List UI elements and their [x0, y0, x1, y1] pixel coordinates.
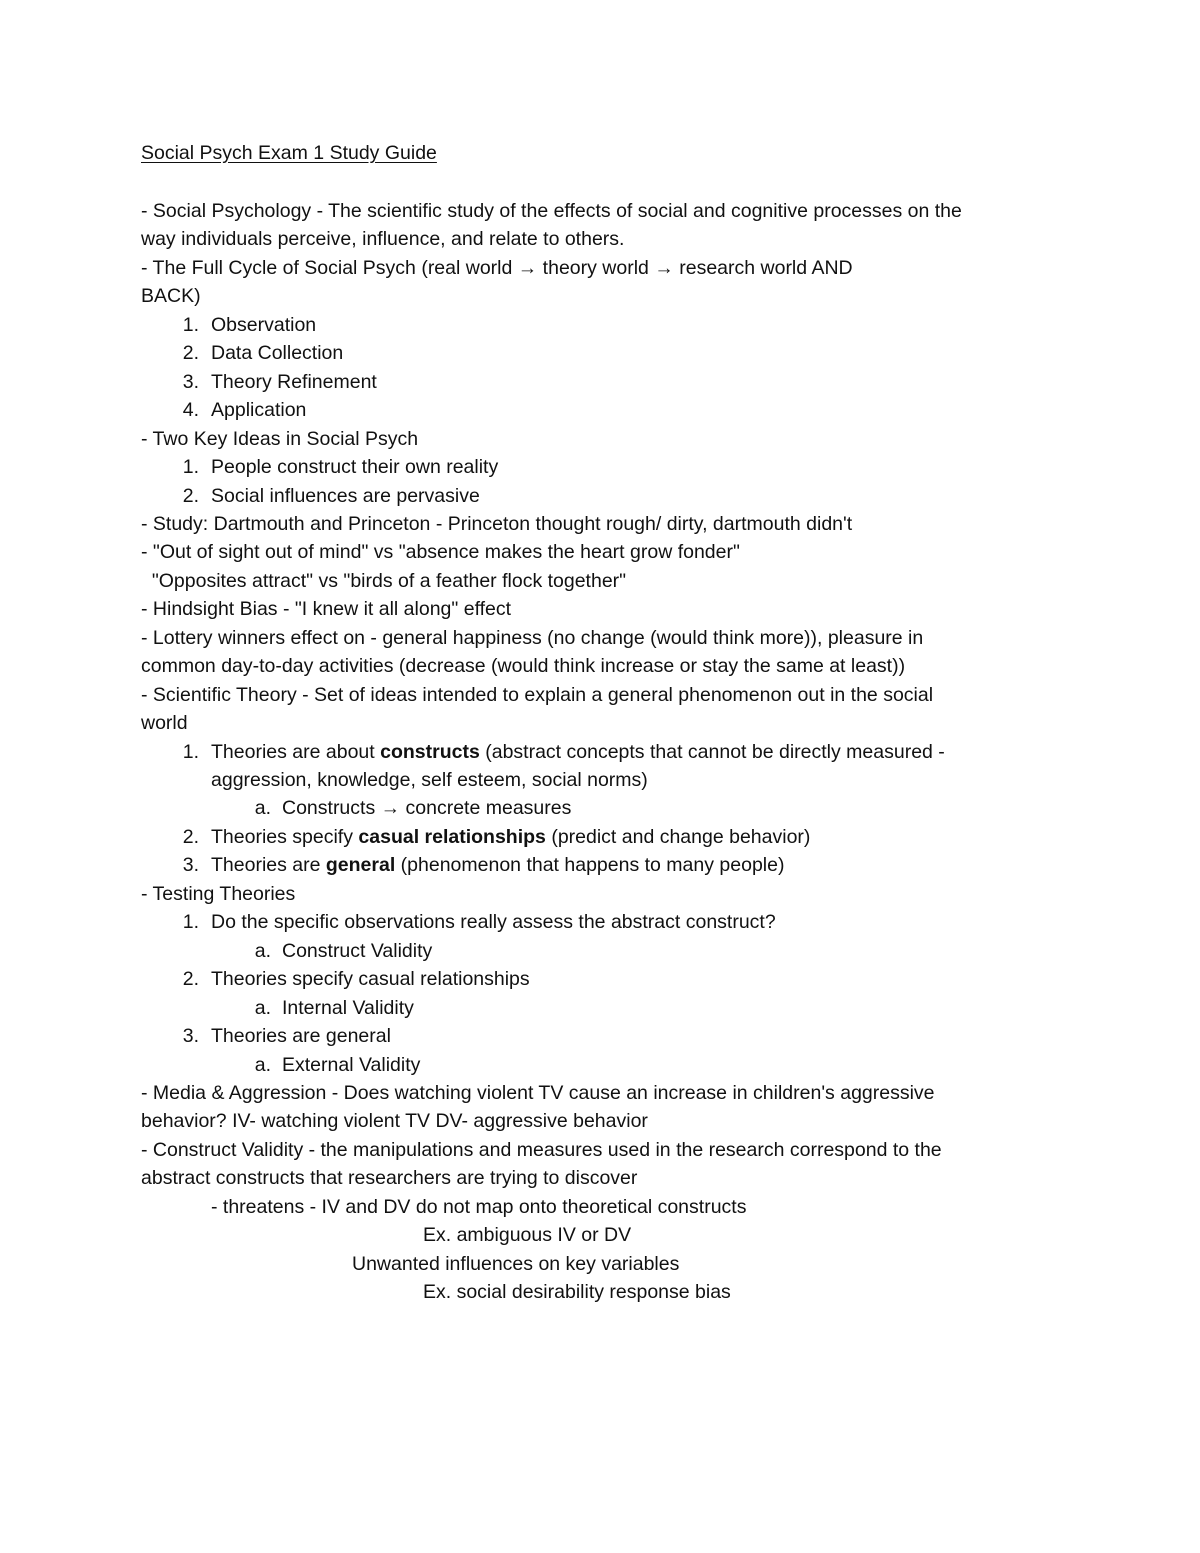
text-line: - Lottery winners effect on - general happiness (no change (would think more)), pleasure in	[141, 626, 924, 649]
bold-term: general	[325, 854, 396, 877]
text-line: - Testing Theories	[141, 882, 296, 905]
text-line: abstract constructs that researchers are trying to discover	[141, 1167, 638, 1190]
list-item-text: Application	[211, 399, 307, 422]
text-line: - Study: Dartmouth and Princeton - Princeton thought rough/ dirty, dartmouth didn't	[141, 512, 853, 535]
list-item-text: Observation	[211, 313, 317, 336]
list-item-text: Data Collection	[211, 342, 344, 365]
list-item-text: Theories specify casual relationships	[211, 968, 530, 991]
list-marker: a.	[254, 996, 271, 1019]
list-marker: 1.	[182, 456, 199, 479]
list-item-text: Constructs → concrete measures	[282, 797, 572, 820]
text-line: common day-to-day activities (decrease (would think increase or stay the same at least))	[141, 655, 906, 678]
indented-line: Ex. ambiguous IV or DV	[423, 1224, 632, 1247]
list-marker: 2.	[182, 968, 199, 991]
indented-line: Ex. social desirability response bias	[423, 1281, 731, 1304]
indented-line: - threatens - IV and DV do not map onto theoretical constructs	[211, 1195, 747, 1218]
list-item-text	[211, 823, 810, 852]
list-item-text: Theories are general	[211, 1025, 391, 1048]
list-item-text: Theory Refinement	[211, 370, 377, 393]
bold-term: casual relationships	[358, 825, 546, 848]
text-line: - The Full Cycle of Social Psych (real world → theory world → research world AND	[141, 256, 853, 279]
list-item-text	[211, 738, 945, 767]
list-marker: 2.	[182, 825, 199, 848]
text-line: - Media & Aggression - Does watching violent TV cause an increase in children's aggressive	[141, 1081, 935, 1104]
list-marker: 1.	[182, 911, 199, 934]
text-line: behavior? IV- watching violent TV DV- aggressive behavior	[141, 1110, 648, 1133]
list-marker: 3.	[182, 1025, 199, 1048]
text-segment: (phenomenon that happens to many people)	[395, 854, 785, 877]
list-marker: a.	[254, 797, 271, 820]
text-segment: (abstract concepts that cannot be directly measured -	[479, 740, 945, 763]
text-segment: Theories are about	[211, 740, 381, 763]
text-line: - "Out of sight out of mind" vs "absence makes the heart grow fonder"	[141, 541, 740, 564]
text-segment: (predict and change behavior)	[545, 825, 811, 848]
text-line: way individuals perceive, influence, and relate to others.	[141, 228, 625, 251]
list-item-text: Internal Validity	[282, 996, 414, 1019]
text-line: - Two Key Ideas in Social Psych	[141, 427, 419, 450]
text-line: BACK)	[141, 285, 201, 308]
list-marker: 1.	[182, 740, 199, 763]
list-item-text: External Validity	[282, 1053, 421, 1076]
list-marker: 1.	[182, 313, 199, 336]
document-title: Social Psych Exam 1 Study Guide	[141, 142, 437, 164]
list-marker: a.	[254, 939, 271, 962]
list-marker: a.	[254, 1053, 271, 1076]
text-segment: Theories are	[211, 854, 326, 877]
indented-line: Unwanted influences on key variables	[352, 1252, 680, 1275]
list-item-continuation: aggression, knowledge, self esteem, social norms)	[211, 769, 648, 791]
list-item-text	[211, 851, 784, 880]
list-marker: 2.	[182, 484, 199, 507]
text-line: - Scientific Theory - Set of ideas intended to explain a general phenomenon out in the social	[141, 683, 934, 706]
text-line: world	[141, 712, 188, 735]
bold-term: constructs	[380, 740, 480, 763]
text-line: - Construct Validity - the manipulations and measures used in the research correspond to the	[141, 1138, 942, 1161]
list-marker: 4.	[182, 399, 199, 422]
list-marker: 3.	[182, 854, 199, 877]
text-segment: Theories specify	[211, 825, 359, 848]
list-marker: 2.	[182, 342, 199, 365]
text-line: - Hindsight Bias - "I knew it all along" effect	[141, 598, 512, 621]
list-item-text: People construct their own reality	[211, 456, 499, 479]
list-item-text: Construct Validity	[282, 939, 433, 962]
text-line: - Social Psychology - The scientific study of the effects of social and cognitive processes on the	[141, 200, 962, 222]
text-line: "Opposites attract" vs "birds of a feather flock together"	[141, 569, 627, 592]
list-item-text: Social influences are pervasive	[211, 484, 480, 507]
list-marker: 3.	[182, 370, 199, 393]
list-item-text: Do the specific observations really assess the abstract construct?	[211, 911, 776, 934]
